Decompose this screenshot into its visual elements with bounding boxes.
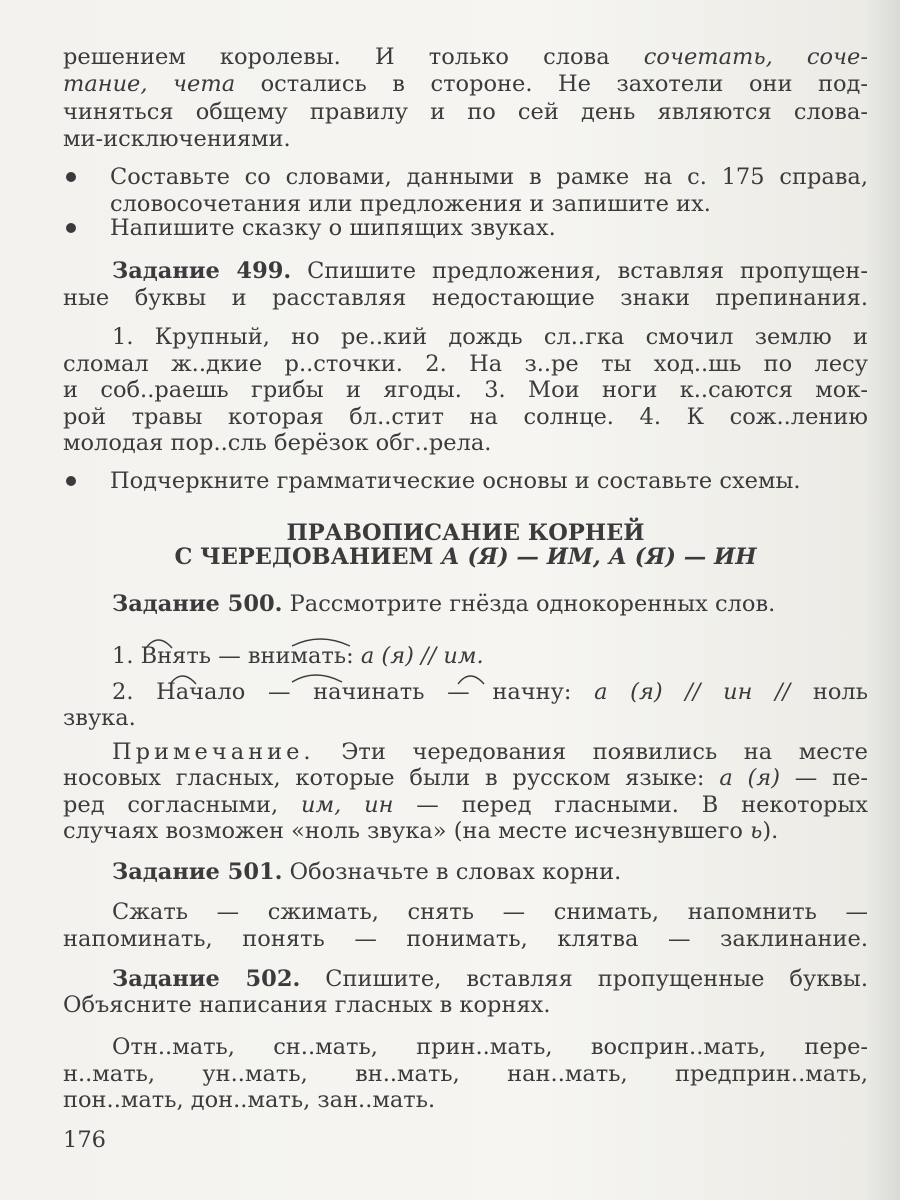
task-502-words-line [63,1060,868,1088]
text-segment: 2. Начало — начинать — начну: [112,679,595,705]
text-segment: 1. Внять — внимать: [112,643,361,669]
text-segment: сочетать, соче- [643,44,868,70]
note-paragraph-line [63,791,868,819]
root-arc [292,675,342,682]
bullet-item-line [110,214,556,242]
text-segment: Задание 502. [112,966,301,992]
text-segment: Отн..мать, сн..мать, прин..мать, восприн..мать, пере- [112,1034,868,1060]
bullet-icon [66,223,76,233]
text-segment: Объясните написания гласных в корнях. [63,992,551,1018]
root-arc [146,640,172,648]
bullet-icon [66,172,76,182]
text-segment: рой травы которая бл..стит на солнце. 4. К сож..лению [63,403,868,430]
text-segment: С ЧЕРЕДОВАНИЕМ [174,544,442,570]
section-heading-line [63,543,868,571]
task-500-instruction-line [112,590,775,618]
text-segment: ь [750,818,763,845]
text-segment: пон..мать, дон..мать, зан..мать. [63,1087,436,1113]
root-arc-marks [170,668,590,688]
text-segment: Задание 499. [112,258,292,284]
text-segment: Напишите сказку о шипящих звуках. [110,215,556,241]
text-segment: 1. Крупный, но ре..кий дождь сл..гка смочил землю и [112,324,868,350]
bullet-icon [66,476,76,486]
text-segment: Составьте со словами, данными в рамке на с. 175 справа, [110,164,868,190]
text-segment: ные буквы и расставляя недостающие знаки препинания. [63,285,868,311]
task-501-words-line [63,925,868,953]
page-number: 176 [63,1127,106,1153]
text-segment: носовых гласных, которые были в русском языке: [63,765,720,792]
text-segment: Рассмотрите гнёзда однокоренных слов. [282,591,776,617]
text-segment: а (я) // им. [360,643,484,669]
text-segment: Сжать — сжимать, снять — снимать, напомнить — [112,899,868,925]
word-family-2-line [63,704,136,732]
task-502-instruction-line [63,991,550,1019]
text-segment: Задание 501. [112,859,283,885]
text-segment: а (я) // ин // [594,679,791,705]
task-499-sentences-line [63,429,491,457]
task-499-sentences-line [63,350,868,378]
text-segment: Спишите предложения, вставляя пропущен- [291,258,868,284]
text-segment: ред согласными, [63,791,301,818]
paragraph-line [63,43,868,71]
task-502-words-line [112,1033,868,1061]
text-segment: чиняться общему правилу и по сей день являются слова- [63,98,868,125]
root-arc [170,676,196,684]
text-segment: Обозначьте в словах корни. [282,859,622,885]
text-segment: напоминать, понять — понимать, клятва — заклинание. [63,926,868,952]
text-segment: им, ин [301,791,394,818]
text-segment: ми-исключениями. [63,125,291,152]
bullet-item-line [110,163,868,191]
paragraph-line [63,125,291,153]
task-502-words-line [63,1086,435,1114]
text-segment: решением королевы. И только слова [63,44,644,70]
note-paragraph-line [63,764,868,792]
root-arc [458,676,484,684]
text-segment: молодая пор..сль берёзок обг..рела. [63,430,492,457]
text-segment: Эти чередования появились на месте [314,739,868,765]
root-arc-marks [140,632,370,652]
text-segment: словосочетания или предложения и запишите их. [110,191,711,217]
text-segment: а (я) [719,765,780,792]
text-segment: Примечание. [112,739,315,765]
note-paragraph-line [112,738,868,766]
text-segment: остались в стороне. Не захотели они под- [235,71,868,98]
task-499-sentences-line [63,403,868,431]
text-segment: и соб..раешь грибы и ягоды. 3. Мои ноги к..саются мок- [63,377,868,404]
text-segment: А (Я) — ИМ, А (Я) — ИН [441,544,757,570]
note-paragraph-line [63,817,778,845]
text-segment: случаях возможен «ноль звука» (на месте исчезнувшего [63,818,751,845]
text-segment: — пе- [779,765,868,792]
text-segment: ). [762,818,779,845]
text-segment: Подчеркните грамматические основы и составьте схемы. [110,468,801,494]
task-499-sentences-line [112,323,868,351]
text-segment: сломал ж..дкие р..сточки. 2. На з..ре ты ход..шь по лесу [63,350,868,377]
task-499-instruction-line [63,284,868,312]
paragraph-line [63,70,868,98]
task-501-words-line [112,898,868,926]
text-segment: звука. [63,705,136,731]
task-499-sentences-line [63,376,868,404]
text-segment: ПРАВОПИСАНИЕ КОРНЕЙ [286,520,645,546]
bullet-item-line [110,467,801,495]
text-segment: тание, чета [63,71,236,98]
text-segment: — перед гласными. В некоторых [393,791,868,818]
text-segment: Задание 500. [112,591,283,617]
root-arc [292,639,350,646]
task-499-instruction-line [112,257,868,285]
task-502-instruction-line [112,965,868,993]
text-segment: Спишите, вставляя пропущенные буквы. [300,966,868,992]
paragraph-line [63,98,868,126]
task-501-instruction-line [112,858,621,886]
text-segment: ноль [790,679,868,705]
text-segment: н..мать, ун..мать, вн..мать, нан..мать, предприн..мать, [63,1060,868,1087]
